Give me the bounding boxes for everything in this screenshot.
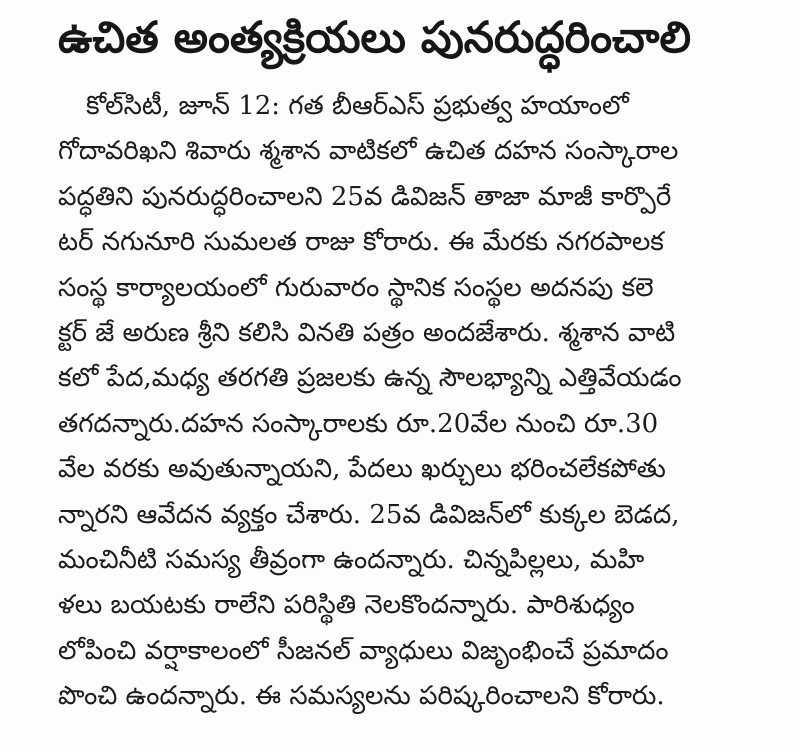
article-body xyxy=(58,84,800,719)
article-line-13: లోపించి వర్షాకాలంలో సీజనల్ వ్యాధులు విజృంభించే ప్రమాదం xyxy=(58,635,669,666)
article-line-9: వేల వరకు అవుతున్నాయని, పేదలు ఖర్చులు భరించలేకపోతు xyxy=(58,454,666,485)
article-line-8: తగదన్నారు.దహన సంస్కారాలకు రూ.20వేల నుంచి రూ.30 xyxy=(58,408,659,439)
article-line-12: ళలు బయటకు రాలేని పరిస్థితి నెలకొందన్నారు. పారిశుధ్యం xyxy=(58,590,635,621)
article-headline: ఉచిత అంత్యక్రియలు పునరుద్ధరించాలి xyxy=(58,13,691,63)
article-line-11: మంచినీటి సమస్య తీవ్రంగా ఉందన్నారు. చిన్నపిల్లలు, మహి xyxy=(58,544,645,575)
article-line-7: కలో పేద,మధ్య తరగతి ప్రజలకు ఉన్న సౌలభ్యాన్ని ఎత్తివేయడం xyxy=(58,363,682,394)
article-line-14: పొంచి ఉందన్నారు. ఈ సమస్యలను పరిష్కరించాలని కోరారు. xyxy=(58,681,665,712)
article-line-5: సంస్థ కార్యాలయంలో గురువారం స్థానిక సంస్థల అదనపు కలె xyxy=(58,272,654,303)
article-line-3: పద్ధతిని పునరుద్ధరించాలని 25వ డివిజన్ తాజా మాజీ కార్పొరే xyxy=(58,181,672,212)
article-line-10: న్నారని ఆవేదన వ్యక్తం చేశారు. 25వ డివిజన్‌లో కుక్కల బెడద, xyxy=(58,499,680,530)
article-line-4: టర్ నగునూరి సుమలత రాజు కోరారు. ఈ మేరకు నగరపాలక xyxy=(58,227,664,258)
article-line-6: క్టర్ జే అరుణ శ్రీని కలిసి వినతి పత్రం అందజేశారు. శ్మశాన వాటి xyxy=(58,317,676,348)
article-line-2: గోదావరిఖని శివారు శ్మశాన వాటికలో ఉచిత దహన సంస్కారాల xyxy=(58,136,679,167)
article-line-1: కోల్‌సిటీ, జూన్ 12: గత బీఆర్ఎస్ ప్రభుత్వ హయాంలో xyxy=(86,91,629,121)
